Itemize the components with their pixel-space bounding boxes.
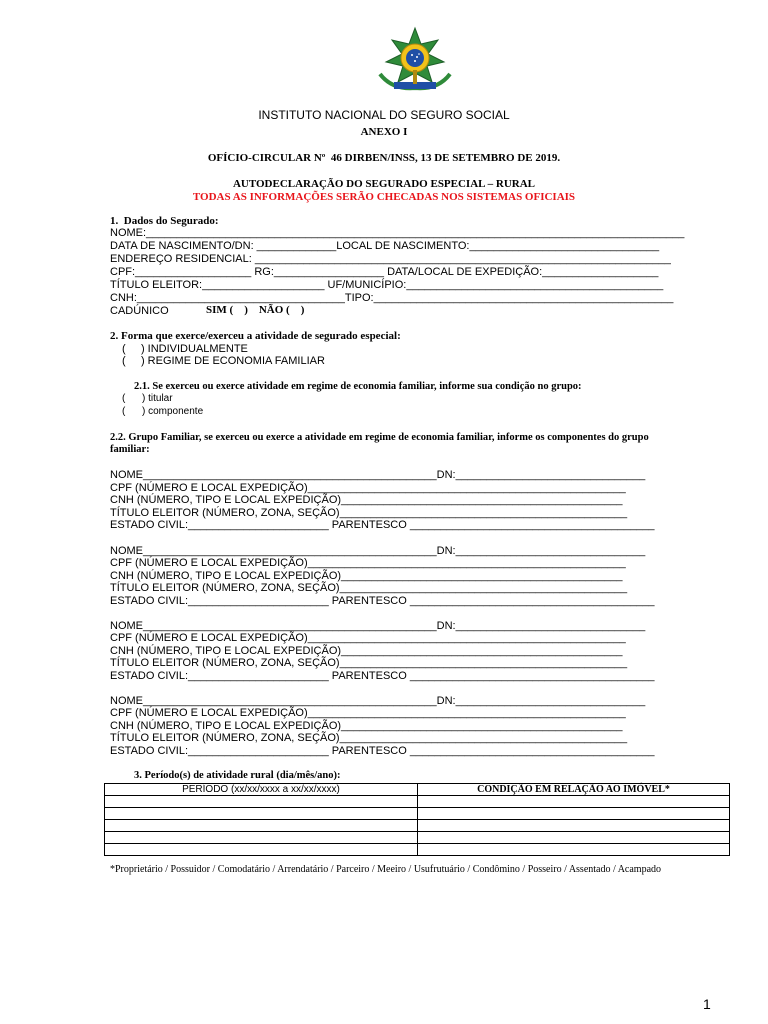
section22-heading-cont: familiar:: [110, 444, 150, 455]
option-individual[interactable]: ( ) INDIVIDUALMENTE: [122, 343, 248, 355]
period-cell[interactable]: [105, 832, 418, 844]
condition-cell[interactable]: [418, 844, 730, 856]
cnh-field[interactable]: CNH:__________________________________TIPO:_________________________________________________: [110, 292, 674, 304]
institute-name: INSTITUTO NACIONAL DO SEGURO SOCIAL: [258, 108, 510, 122]
condition-cell[interactable]: [418, 796, 730, 808]
member-civil-status-field[interactable]: ESTADO CIVIL:_______________________ PARENTESCO ________________________________________: [110, 519, 655, 531]
section3-heading: 3. Período(s) de atividade rural (dia/mês/ano):: [134, 770, 341, 781]
table-row: [105, 796, 730, 808]
condition-column-header: CONDIÇÃO EM RELAÇÃO AO IMÓVEL*: [418, 784, 730, 796]
period-cell[interactable]: [105, 844, 418, 856]
member-cnh-field[interactable]: CNH (NÚMERO, TIPO E LOCAL EXPEDIÇÃO)______________________________________________: [110, 570, 623, 582]
section22-heading: 2.2. Grupo Familiar, se exerceu ou exerce a atividade em regime de economia familiar, informe os componentes do grupo: [110, 432, 649, 443]
address-field[interactable]: ENDEREÇO RESIDENCIAL: ____________________________________________________________________: [110, 253, 671, 265]
member-cnh-field[interactable]: CNH (NÚMERO, TIPO E LOCAL EXPEDIÇÃO)______________________________________________: [110, 494, 623, 506]
cadunico-options[interactable]: SIM ( ) NÃO ( ): [206, 304, 305, 316]
member-cnh-field[interactable]: CNH (NÚMERO, TIPO E LOCAL EXPEDIÇÃO)______________________________________________: [110, 720, 623, 732]
insured-name-field[interactable]: NOME:________________________________________________________________________________________: [110, 227, 685, 239]
member-name-field[interactable]: NOME________________________________________________DN:_______________________________: [110, 620, 646, 632]
section1-heading: 1. Dados do Segurado:: [110, 215, 219, 227]
verification-warning: TODAS AS INFORMAÇÕES SERÃO CHECADAS NOS SISTEMAS OFICIAIS: [192, 191, 576, 203]
section21-heading: 2.1. Se exerceu ou exerce atividade em regime de economia familiar, informe sua condição no grupo:: [134, 381, 582, 392]
member-voter-field[interactable]: TÍTULO ELEITOR (NÚMERO, ZONA, SEÇÃO)_______________________________________________: [110, 582, 628, 594]
condition-cell[interactable]: [418, 808, 730, 820]
member-name-field[interactable]: NOME________________________________________________DN:_______________________________: [110, 469, 646, 481]
cadunico-label: CADÚNICO: [110, 305, 169, 317]
page-number: 1: [703, 996, 711, 1012]
period-cell[interactable]: [105, 808, 418, 820]
member-cpf-field[interactable]: CPF (NÚMERO E LOCAL EXPEDIÇÃO)____________________________________________________: [110, 557, 626, 569]
section2-heading: 2. Forma que exerce/exerceu a atividade de segurado especial:: [110, 330, 401, 342]
coat-of-arms-logo: [372, 26, 458, 96]
member-civil-status-field[interactable]: ESTADO CIVIL:_______________________ PARENTESCO ________________________________________: [110, 745, 655, 757]
member-cpf-field[interactable]: CPF (NÚMERO E LOCAL EXPEDIÇÃO)____________________________________________________: [110, 632, 626, 644]
member-cpf-field[interactable]: CPF (NÚMERO E LOCAL EXPEDIÇÃO)____________________________________________________: [110, 707, 626, 719]
member-cpf-field[interactable]: CPF (NÚMERO E LOCAL EXPEDIÇÃO)____________________________________________________: [110, 482, 626, 494]
option-family-regime[interactable]: ( ) REGIME DE ECONOMIA FAMILIAR: [122, 355, 325, 367]
circular-title: OFÍCIO-CIRCULAR Nº 46 DIRBEN/INSS, 13 DE SETEMBRO DE 2019.: [207, 152, 561, 164]
table-header-row: [105, 784, 730, 796]
condition-cell[interactable]: [418, 820, 730, 832]
period-cell[interactable]: [105, 820, 418, 832]
annex-label: ANEXO I: [360, 126, 408, 138]
cpf-rg-field[interactable]: CPF:___________________ RG:__________________ DATA/LOCAL DE EXPEDIÇÃO:___________________: [110, 266, 659, 278]
member-name-field[interactable]: NOME________________________________________________DN:_______________________________: [110, 545, 646, 557]
member-voter-field[interactable]: TÍTULO ELEITOR (NÚMERO, ZONA, SEÇÃO)_______________________________________________: [110, 507, 628, 519]
condition-cell[interactable]: [418, 832, 730, 844]
member-civil-status-field[interactable]: ESTADO CIVIL:_______________________ PARENTESCO ________________________________________: [110, 670, 655, 682]
table-row: [105, 820, 730, 832]
table-row: [105, 844, 730, 856]
period-cell[interactable]: [105, 796, 418, 808]
option-componente[interactable]: ( ) componente: [122, 406, 204, 417]
table-row: [105, 808, 730, 820]
voter-id-field[interactable]: TÍTULO ELEITOR:____________________ UF/MUNICÍPIO:__________________________________________: [110, 279, 664, 291]
member-voter-field[interactable]: TÍTULO ELEITOR (NÚMERO, ZONA, SEÇÃO)_______________________________________________: [110, 657, 628, 669]
rural-activity-table: [104, 783, 730, 856]
form-title: AUTODECLARAÇÃO DO SEGURADO ESPECIAL – RURAL: [232, 178, 536, 190]
table-row: [105, 832, 730, 844]
member-cnh-field[interactable]: CNH (NÚMERO, TIPO E LOCAL EXPEDIÇÃO)______________________________________________: [110, 645, 623, 657]
period-column-header: PERÍODO (xx/xx/xxxx a xx/xx/xxxx): [105, 784, 418, 796]
birth-date-place-field[interactable]: DATA DE NASCIMENTO/DN: _____________LOCAL DE NASCIMENTO:_______________________________: [110, 240, 660, 252]
option-titular[interactable]: ( ) titular: [122, 393, 173, 404]
member-name-field[interactable]: NOME________________________________________________DN:_______________________________: [110, 695, 646, 707]
member-voter-field[interactable]: TÍTULO ELEITOR (NÚMERO, ZONA, SEÇÃO)_______________________________________________: [110, 732, 628, 744]
member-civil-status-field[interactable]: ESTADO CIVIL:_______________________ PARENTESCO ________________________________________: [110, 595, 655, 607]
property-condition-footnote: *Proprietário / Possuidor / Comodatário / Arrendatário / Parceiro / Meeiro / Usufrutuário / Condômino / Posseiro / Assentado / Acampado: [110, 864, 662, 875]
